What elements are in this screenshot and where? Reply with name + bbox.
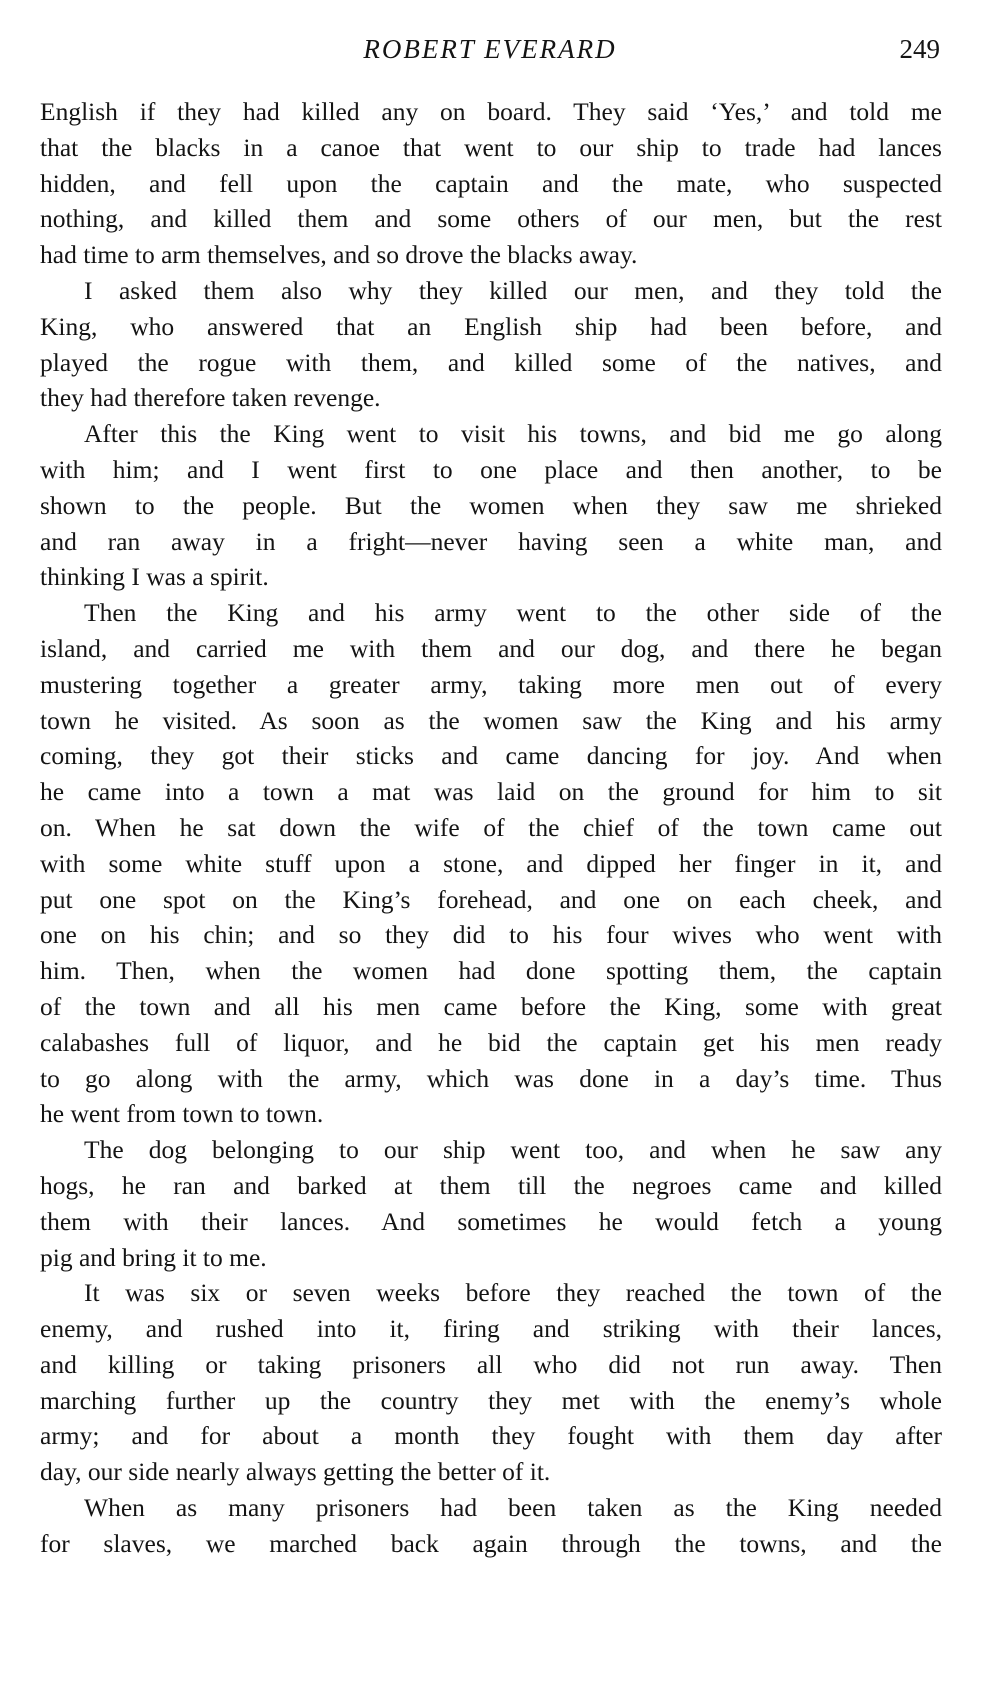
text-line: he went from town to town. [40,1099,324,1129]
text-line: After this the King went to visit his towns, and bid me go along [84,419,942,449]
text-line: hogs, he ran and barked at them till the negroes came and killed [40,1170,942,1200]
page-number: 249 [899,34,940,64]
paragraph [40,94,942,273]
text-line: pig and bring it to me. [40,1242,267,1272]
text-line: King, who answered that an English ship had been before, and [40,311,942,341]
text-line: played the rogue with them, and killed some of the natives, and [40,347,942,377]
text-line: The dog belonging to our ship went too, and when he saw any [84,1135,942,1165]
text-line: coming, they got their sticks and came dancing for joy. And when [40,741,942,771]
text-line: and killing or taking prisoners all who did not run away. Then [40,1349,942,1379]
text-line: town he visited. As soon as the women saw the King and his army [40,705,942,735]
text-line: calabashes full of liquor, and he bid the captain get his men ready [40,1027,942,1057]
text-line: he came into a town a mat was laid on the ground for him to sit [40,777,942,807]
text-line: Then the King and his army went to the other side of the [84,598,942,628]
running-title: ROBERT EVERARD [363,34,617,64]
text-line: thinking I was a spirit. [40,562,269,592]
text-line: they had therefore taken revenge. [40,383,381,413]
text-line: on. When he sat down the wife of the chief of the town came out [40,812,942,842]
text-line: nothing, and killed them and some others of our men, but the rest [40,204,942,234]
paragraph [40,1275,942,1490]
text-line: marching further up the country they met with the enemy’s whole [40,1385,942,1415]
text-line: him. Then, when the women had done spotting them, the captain [40,956,942,986]
text-line: one on his chin; and so they did to his four wives who went with [40,920,942,950]
text-line: with him; and I went first to one place and then another, to be [40,454,942,484]
text-line: army; and for about a month they fought with them day after [40,1421,942,1451]
paragraph [40,595,942,1132]
text-line: It was six or seven weeks before they reached the town of the [84,1278,942,1308]
text-line: island, and carried me with them and our dog, and there he began [40,633,942,663]
text-line: enemy, and rushed into it, firing and striking with their lances, [40,1314,942,1344]
text-line: them with their lances. And sometimes he would fetch a young [40,1206,942,1236]
text-line: English if they had killed any on board. They said ‘Yes,’ and told me [40,97,942,126]
text-line: with some white stuff upon a stone, and dipped her finger in it, and [40,848,942,878]
text-line: mustering together a greater army, taking more men out of every [40,669,942,699]
text-line: day, our side nearly always getting the better of it. [40,1457,551,1487]
text-line: put one spot on the King’s forehead, and one on each cheek, and [40,884,942,914]
text-line: shown to the people. But the women when they saw me shrieked [40,490,942,520]
paragraph [40,1132,942,1275]
paragraph [40,273,942,416]
text-line: hidden, and fell upon the captain and the mate, who suspected [40,168,942,198]
text-line: of the town and all his men came before the King, some with great [40,991,942,1021]
text-line: and ran away in a fright—never having seen a white man, and [40,526,942,556]
text-line: had time to arm themselves, and so drove the blacks away. [40,240,638,270]
paragraph [40,416,942,595]
text-line: for slaves, we marched back again through the towns, and the [40,1528,942,1558]
text-line: to go along with the army, which was done in a day’s time. Thus [40,1063,942,1093]
text-line: I asked them also why they killed our men, and they told the [84,275,942,305]
running-head [40,34,940,74]
text-line: that the blacks in a canoe that went to our ship to trade had lances [40,132,942,162]
text-line: When as many prisoners had been taken as the King needed [84,1493,942,1523]
body-text [40,94,942,1562]
paragraph [40,1490,942,1562]
